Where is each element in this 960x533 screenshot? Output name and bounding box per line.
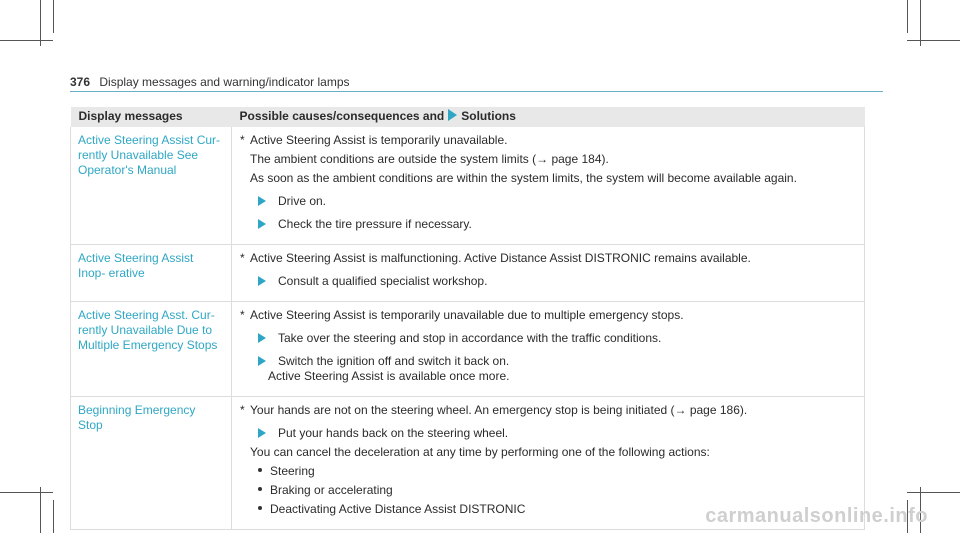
crop-mark <box>53 500 54 533</box>
table-row <box>71 245 865 302</box>
message-text: Active Steering Assist Cur- rently Unavailable See Operator's Manual <box>71 127 232 245</box>
message-text: Active Steering Assist Inop- erative <box>71 245 232 302</box>
crop-mark <box>0 492 53 493</box>
asterisk: * <box>240 251 245 265</box>
solution-step: Take over the steering and stop in accordance with the traffic conditions. <box>250 331 856 346</box>
page-title: Display messages and warning/indicator lamps <box>99 75 350 89</box>
bullet-icon <box>258 506 262 510</box>
watermark: carmanualsonline.info <box>705 505 928 527</box>
step-arrow-icon <box>258 276 266 286</box>
crop-mark <box>907 0 908 33</box>
bullet-icon <box>258 487 262 491</box>
page-header <box>70 75 350 89</box>
asterisk: * <box>240 403 245 417</box>
message-details: * Your hands are not on the steering wheel. An emergency stop is being initiated (→ page 186). Put your hands back on the steering wheel. You can cancel the deceleration at any time by performing one of the following actions: Steering Braking or accelerating Deactivating Active Distance Assist DISTRONIC <box>232 397 865 530</box>
bullet-icon <box>258 468 262 472</box>
display-messages-table <box>70 107 865 530</box>
asterisk: * <box>240 308 245 322</box>
list-item: Steering <box>258 464 856 479</box>
crop-mark <box>40 487 41 533</box>
crop-mark <box>53 0 54 33</box>
table-row <box>71 302 865 397</box>
crop-mark <box>907 40 960 41</box>
crop-mark <box>0 40 53 41</box>
step-arrow-icon <box>258 219 266 229</box>
solution-step: Check the tire pressure if necessary. <box>250 217 856 232</box>
header-causes-solutions: Possible causes/consequences and Solutions <box>232 107 865 127</box>
asterisk: * <box>240 133 245 147</box>
list-item: Deactivating Active Distance Assist DISTRONIC <box>258 502 856 517</box>
header-display-messages: Display messages <box>71 107 232 127</box>
step-result: Active Steering Assist is available once more. <box>268 369 510 383</box>
list-item: Braking or accelerating <box>258 483 856 498</box>
solution-step: Drive on. <box>250 194 856 209</box>
table-header-row <box>71 107 865 127</box>
header-rule <box>70 91 883 92</box>
message-text: Active Steering Asst. Cur- rently Unavailable Due to Multiple Emergency Stops <box>71 302 232 397</box>
message-details: * Active Steering Assist is temporarily unavailable due to multiple emergency stops. Take over the steering and stop in accordance with the traffic conditions. Switch the ignition off and switch it back on. Active Steering Assist is available once more. <box>232 302 865 397</box>
solution-arrow-icon <box>448 109 457 121</box>
solution-step: Put your hands back on the steering wheel. <box>250 426 856 441</box>
step-arrow-icon <box>258 356 266 366</box>
crop-mark <box>907 492 960 493</box>
message-text: Beginning Emergency Stop <box>71 397 232 530</box>
message-details: * Active Steering Assist is malfunctioning. Active Distance Assist DISTRONIC remains available. Consult a qualified specialist workshop. <box>232 245 865 302</box>
step-arrow-icon <box>258 196 266 206</box>
solution-step: Switch the ignition off and switch it back on. <box>250 354 856 369</box>
step-arrow-icon <box>258 428 266 438</box>
step-arrow-icon <box>258 333 266 343</box>
table-row <box>71 127 865 245</box>
page-number: 376 <box>70 75 91 89</box>
solution-step: Consult a qualified specialist workshop. <box>250 274 856 289</box>
message-details: * Active Steering Assist is temporarily unavailable. The ambient conditions are outside the system limits (→ page 184). As soon as the ambient conditions are within the system limits, the system will become available again. Drive on. Check the tire pressure if necessary. <box>232 127 865 245</box>
